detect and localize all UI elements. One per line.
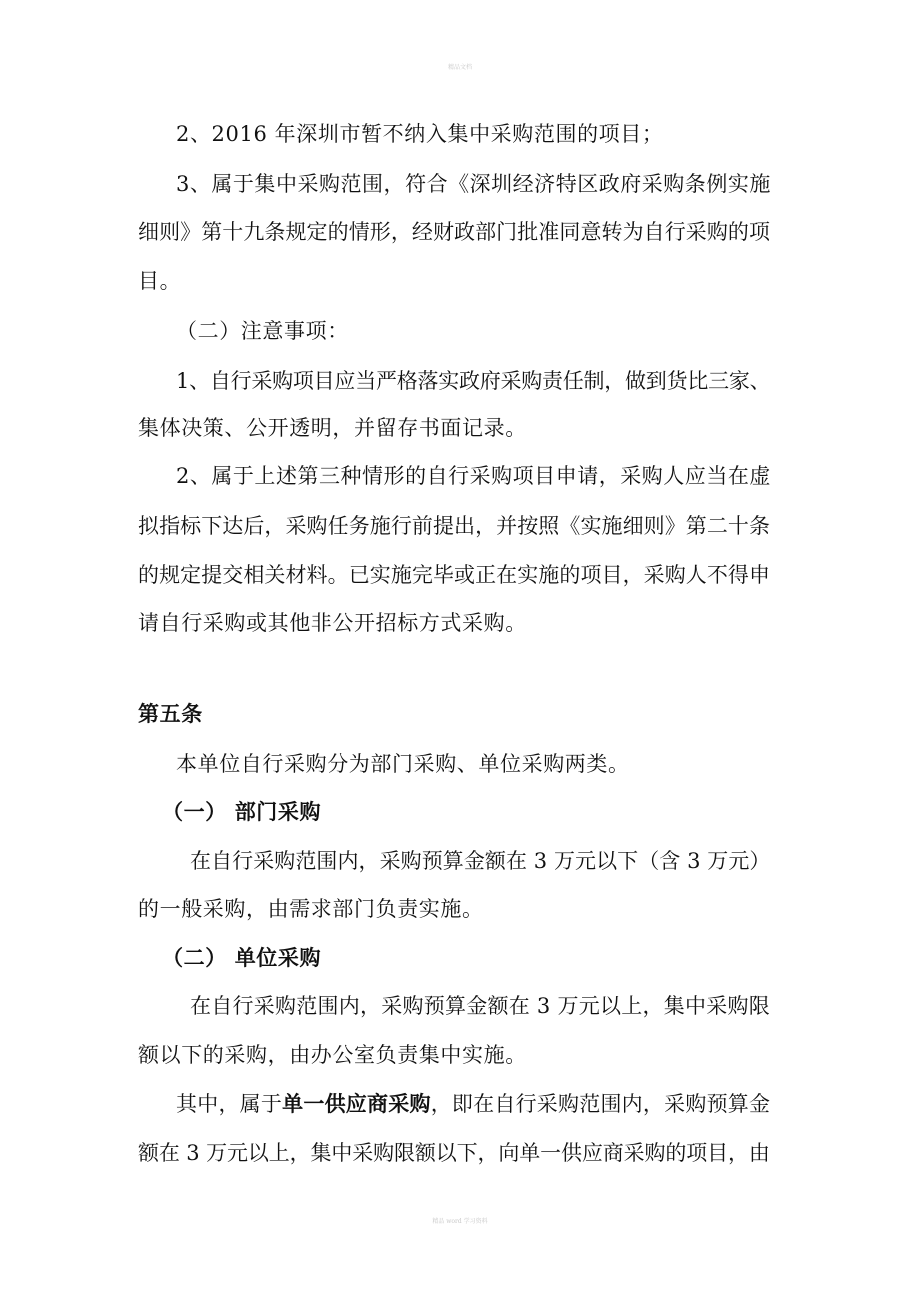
note-item-2-line-4: 请自行采购或其他非公开招标方式采购。 — [138, 611, 527, 635]
note-item-1-line-2: 集体决策、公开透明，并留存书面记录。 — [138, 416, 527, 440]
list-item-3-line-2: 细则》第十九条规定的情形，经财政部门批准同意转为自行采购的项 — [138, 220, 771, 244]
note-item-1-line-1: 1、自行采购项目应当严格落实政府采购责任制，做到货比三家、 — [176, 369, 771, 393]
article-heading: 第五条 — [138, 701, 203, 726]
single-supplier-line-1 — [176, 1092, 770, 1116]
note-item-2-line-2: 拟指标下达后，采购任务施行前提出，并按照《实施细则》第二十条 — [138, 514, 771, 538]
department-procurement-line-2: 的一般采购，由需求部门负责实施。 — [138, 897, 484, 921]
list-item-3-line-1: 3、属于集中采购范围，符合《深圳经济特区政府采购条例实施 — [176, 172, 771, 196]
note-item-2-line-1: 2、属于上述第三种情形的自行采购项目申请，采购人应当在虚 — [176, 464, 771, 488]
section-heading-notes: （二）注意事项： — [176, 319, 349, 343]
list-item-2: 2、2016 年深圳市暂不纳入集中采购范围的项目； — [176, 122, 664, 146]
single-supplier-prefix: 其中，属于 — [176, 1092, 283, 1116]
subheading-unit-procurement: （二） 单位采购 — [162, 945, 322, 970]
unit-procurement-line-1: 在自行采购范围内，采购预算金额在 3 万元以上，集中采购限 — [190, 994, 770, 1018]
list-item-3-line-3: 目。 — [138, 269, 182, 293]
single-supplier-suffix: ，即在自行采购范围内，采购预算金 — [430, 1092, 771, 1116]
single-supplier-line-2: 额在 3 万元以上，集中采购限额以下，向单一供应商采购的项目，由 — [138, 1141, 770, 1165]
note-item-2-line-3: 的规定提交相关材料。已实施完毕或正在实施的项目，采购人不得申 — [138, 563, 771, 587]
article-intro: 本单位自行采购分为部门采购、单位采购两类。 — [176, 752, 630, 776]
unit-procurement-line-2: 额以下的采购，由办公室负责集中实施。 — [138, 1043, 527, 1067]
single-supplier-term: 单一供应商采购 — [282, 1091, 431, 1116]
footer-watermark: 精品 word 学习资料 — [432, 1218, 488, 1225]
department-procurement-line-1: 在自行采购范围内，采购预算金额在 3 万元以下（含 3 万元） — [190, 849, 771, 873]
header-watermark: 精品文档 — [447, 64, 472, 71]
subheading-department-procurement: （一） 部门采购 — [162, 799, 322, 824]
